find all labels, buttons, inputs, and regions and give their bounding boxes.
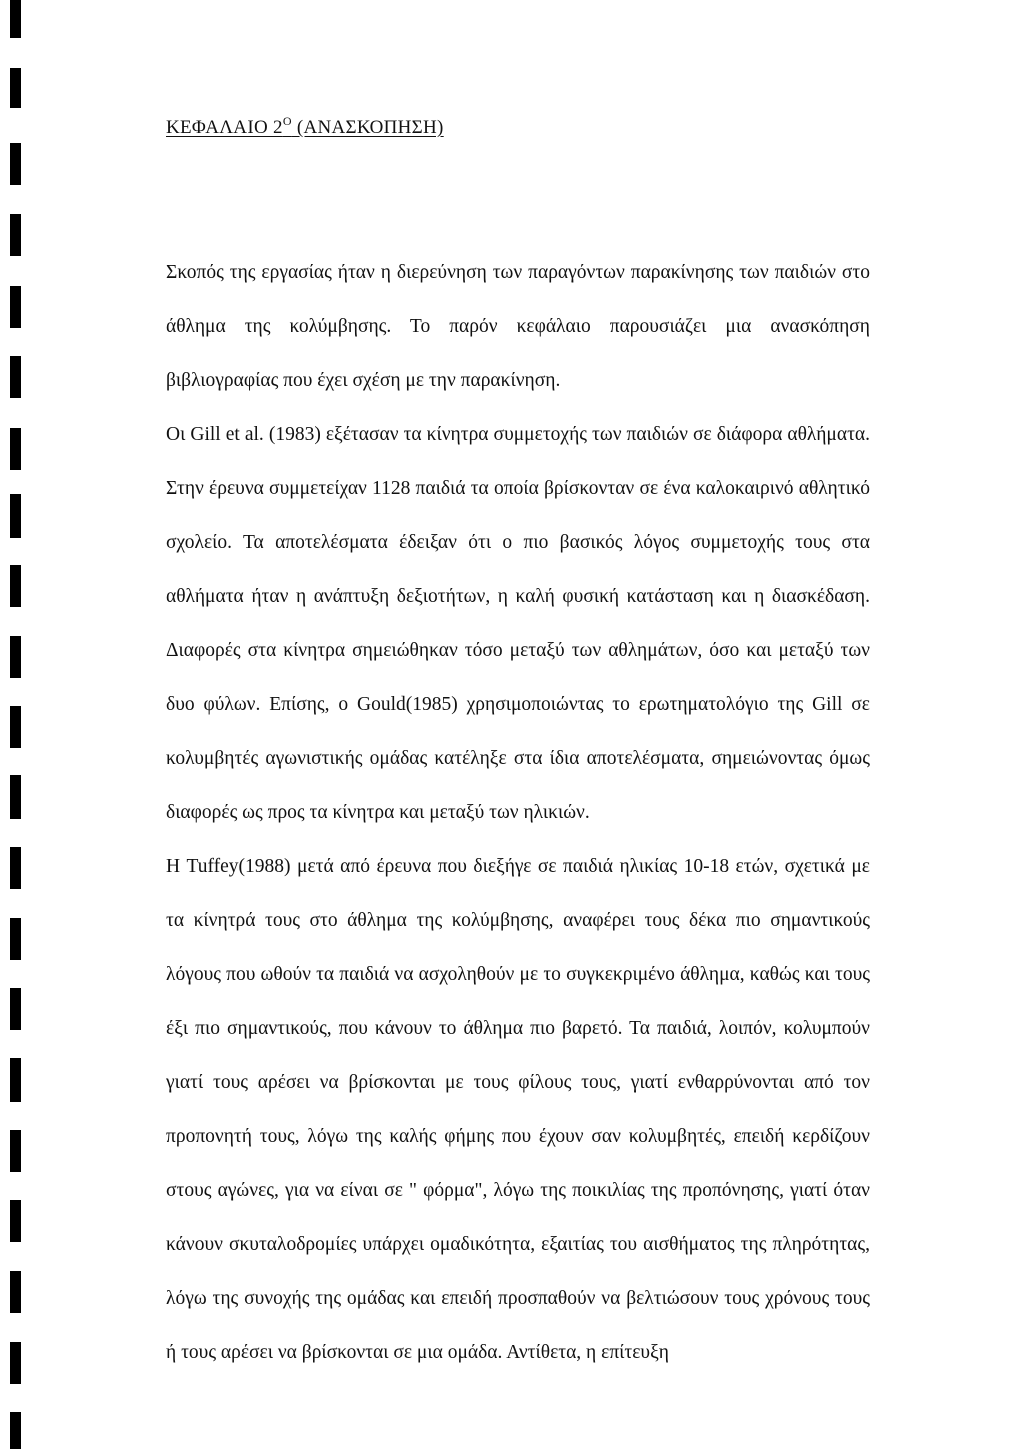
- binding-mark: [10, 847, 21, 889]
- paragraph-tuffey: Η Tuffey(1988) μετά από έρευνα που διεξήγε σε παιδιά ηλικίας 10-18 ετών, σχετικά με τα κίνητρά τους στο άθλημα της κολύμβησης, αναφέρει τους δέκα πιο σημαντικούς λόγους που ωθούν τα παιδιά να ασχοληθούν με το συγκεκριμένο άθλημα, καθώς και τους έξι πιο σημαντικούς, που κάνουν το άθλημα πιο βαρετό. Τα παιδιά, λοιπόν, κολυμπούν γιατί τους αρέσει να βρίσκονται με τους φίλους τους, γιατί ενθαρρύνονται από τον προπονητή τους, λόγω της καλής φήμης που έχουν σαν κολυμβητές, επειδή κερδίζουν στους αγώνες, για να είναι σε " φόρμα", λόγω της ποικιλίας της προπόνησης, γιατί όταν κάνουν σκυταλοδρομίες υπάρχει ομαδικότητα, εξαιτίας του αισθήματος της πληρότητας, λόγω της συνοχής της ομάδας και επειδή προσπαθούν να βελτιώσουν τους χρόνους τους ή τους αρέσει να βρίσκονται σε μια ομάδα. Αντίθετα, η επίτευξη: [166, 856, 870, 1363]
- chapter-heading-suffix: (ΑΝΑΣΚΟΠΗΣΗ): [291, 117, 444, 138]
- chapter-body: [166, 246, 870, 1380]
- paragraph-intro: Σκοπός της εργασίας ήταν η διερεύνηση των παραγόντων παρακίνησης των παιδιών στο άθλημα της κολύμβησης. Το παρόν κεφάλαιο παρουσιάζει μια ανασκόπηση βιβλιογραφίας που έχει σχέση με την παρακίνηση.: [166, 262, 870, 391]
- binding-mark: [10, 1058, 21, 1102]
- binding-mark: [10, 988, 21, 1030]
- binding-mark: [10, 143, 21, 185]
- binding-mark: [10, 286, 21, 328]
- scan-binding-edge: [0, 0, 22, 1449]
- binding-mark: [10, 775, 21, 819]
- binding-mark: [10, 1342, 21, 1384]
- binding-mark: [10, 214, 21, 256]
- binding-mark: [10, 636, 21, 678]
- binding-mark: [10, 918, 21, 960]
- paragraph-gill: Οι Gill et al. (1983) εξέτασαν τα κίνητρα συμμετοχής των παιδιών σε διάφορα αθλήματα. Στην έρευνα συμμετείχαν 1128 παιδιά τα οποία βρίσκονταν σε ένα καλοκαιρινό αθλητικό σχολείο. Τα αποτελέσματα έδειξαν ότι ο πιο βασικός λόγος συμμετοχής τους στα αθλήματα ήταν η ανάπτυξη δεξιοτήτων, η καλή φυσική κατάσταση και η διασκέδαση. Διαφορές στα κίνητρα σημειώθηκαν τόσο μεταξύ των αθλημάτων, όσο και μεταξύ των δυο φύλων. Επίσης, ο Gould(1985) χρησιμοποιώντας το ερωτηματολόγιο της Gill σε κολυμβητές αγωνιστικής ομάδας κατέληξε στα ίδια αποτελέσματα, σημειώνοντας όμως διαφορές ως προς τα κίνητρα και μεταξύ των ηλικιών.: [166, 424, 870, 823]
- binding-mark: [10, 494, 21, 538]
- binding-mark: [10, 68, 21, 108]
- chapter-heading-superscript: Ο: [282, 114, 292, 128]
- binding-mark: [10, 1271, 21, 1313]
- binding-mark: [10, 1412, 21, 1449]
- binding-mark: [10, 1200, 21, 1242]
- binding-mark: [10, 0, 21, 38]
- binding-mark: [10, 565, 21, 607]
- chapter-heading: [166, 114, 444, 139]
- binding-mark: [10, 706, 21, 748]
- binding-mark: [10, 428, 21, 470]
- binding-mark: [10, 356, 21, 398]
- binding-mark: [10, 1130, 21, 1172]
- chapter-heading-prefix: ΚΕΦΑΛΑΙΟ 2: [166, 117, 283, 138]
